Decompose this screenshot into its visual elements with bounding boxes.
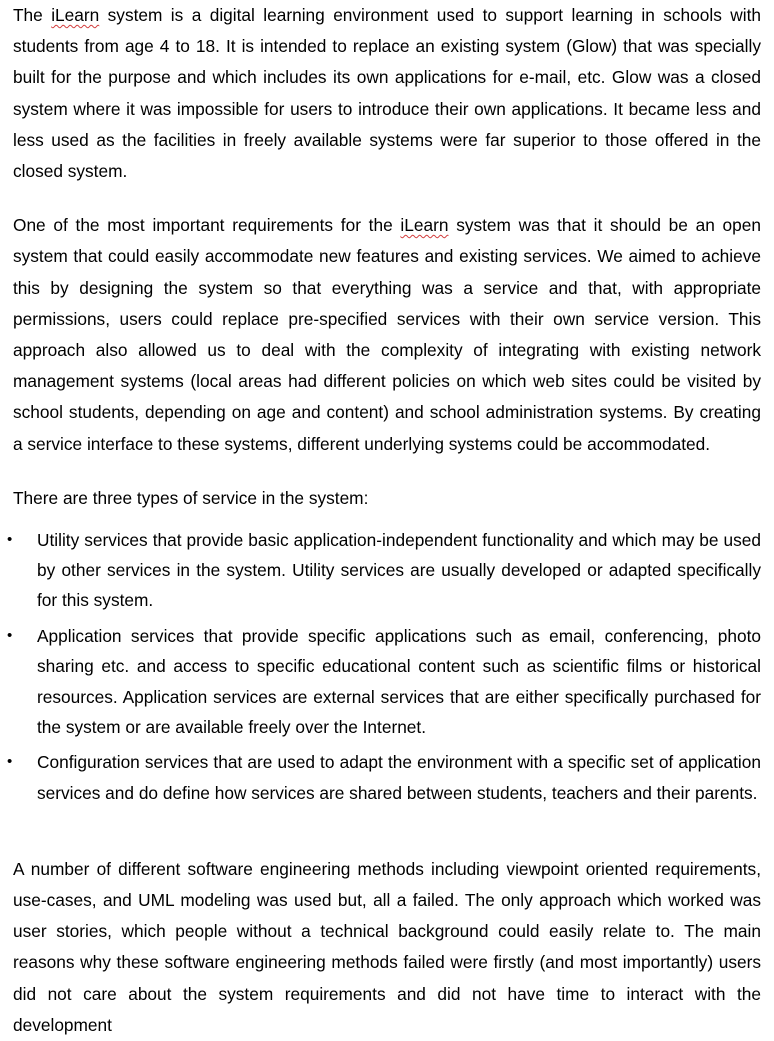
list-item-text: Configuration services that are used to adapt the environment with a specific set of application services and do define how services are shared between students, teachers and their parents.: [37, 752, 761, 803]
bullet-icon: •: [7, 531, 13, 549]
paragraph-intro: [13, 0, 761, 187]
paragraph-requirements: [13, 210, 761, 460]
para2-after: system was that it should be an open system that could easily accommodate new features and existing services. We aimed to achieve this by designing the system so that everything was a service and that, with appropriate permissions, users could replace pre-specified services with their own service version. This approach also allowed us to deal with the complexity of integrating with existing network management systems (local areas had different policies on which web sites could be visited by school students, depending on age and content) and school administration systems. By creating a service interface to these systems, different underlying systems could be accommodated.: [13, 215, 761, 454]
service-types-list: [7, 525, 761, 808]
bullet-icon: •: [7, 753, 13, 771]
list-item: [7, 621, 761, 742]
list-item: [7, 747, 761, 807]
para2-before: One of the most important requirements for the: [13, 215, 401, 236]
misspelled-word-ilearn[interactable]: iLearn: [400, 215, 449, 236]
misspelled-word-ilearn[interactable]: iLearn: [51, 5, 100, 25]
list-item-text: Utility services that provide basic application-independent functionality and which may be used by other services in the system. Utility services are usually developed or adapted specifically for this system.: [37, 530, 761, 611]
list-item: [7, 525, 761, 616]
para1-before: The: [13, 5, 52, 25]
list-item-text: Application services that provide specific applications such as email, conferencing, photo sharing etc. and access to specific educational content such as scientific films or historical resources. Application services are external services that are either specifically purchased for the system or are available freely over the Internet.: [37, 626, 761, 737]
paragraph-methods: A number of different software engineering methods including viewpoint oriented requirements, use-cases, and UML modeling was used but, all a failed. The only approach which worked was user stories, which people without a technical background could easily relate to. The main reasons why these software engineering methods failed were firstly (and most importantly) users did not care about the system requirements and did not have time to interact with the development: [13, 858, 761, 1035]
bullet-icon: •: [7, 627, 13, 645]
document-body: [7, 0, 761, 1041]
para1-after: system is a digital learning environment used to support learning in schools with students from age 4 to 18. It is intended to replace an existing system (Glow) that was specially built for the purpose and which includes its own applications for e-mail, etc. Glow was a closed system where it was impossible for users to introduce their own applications. It became less and less used as the facilities in freely available systems were far superior to those offered in the closed system.: [13, 5, 761, 182]
paragraph-service-types-intro: There are three types of service in the system:: [13, 487, 369, 508]
